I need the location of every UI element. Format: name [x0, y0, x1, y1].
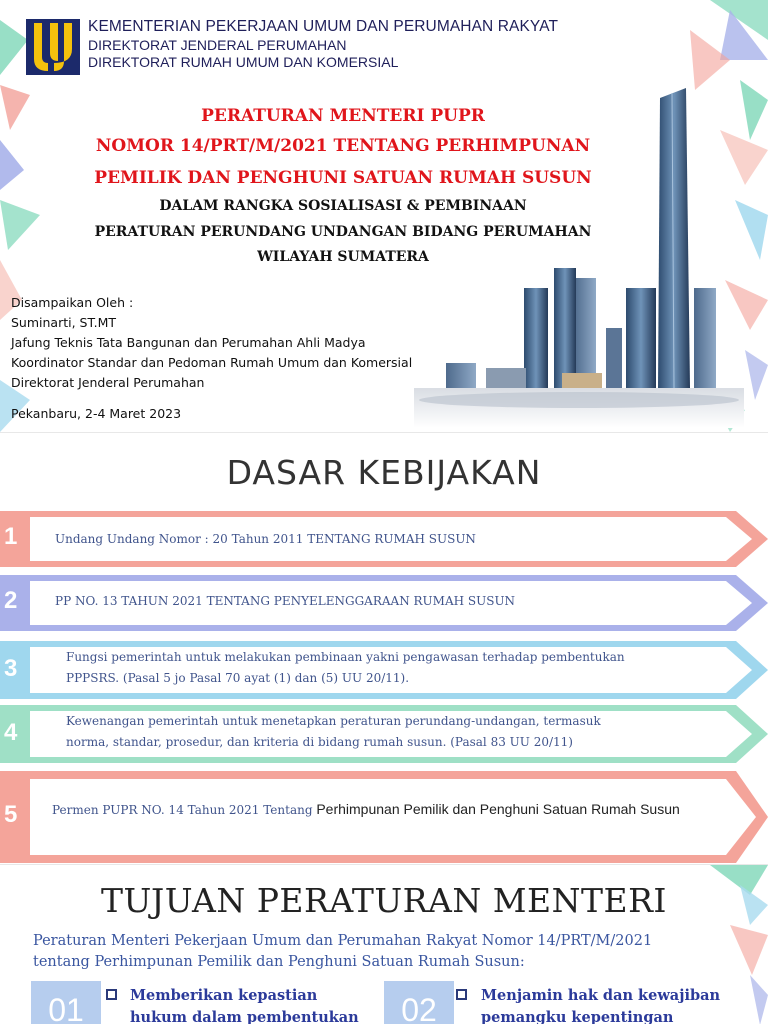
item-number: 2: [4, 587, 18, 614]
item-number: 4: [4, 719, 18, 746]
ministry-name: KEMENTERIAN PEKERJAAN UMUM DAN PERUMAHAN RAKYAT: [88, 18, 559, 35]
title-line-3: PEMILIK DAN PENGHUNI SATUAN RUMAH SUSUN: [94, 168, 592, 188]
item-text-line-2: norma, standar, prosedur, dan kriteria di bidang rumah susun. (Pasal 83 UU 20/11): [66, 735, 573, 749]
intro-line-2: tentang Perhimpunan Pemilik dan Penghuni Satuan Rumah Susun:: [33, 954, 525, 970]
list-item: [0, 641, 768, 699]
slide-title: DASAR KEBIJAKAN: [226, 453, 542, 492]
list-item: [0, 771, 768, 863]
intro-line-1: Peraturan Menteri Pekerjaan Umum dan Perumahan Rakyat Nomor 14/PRT/M/2021: [33, 933, 653, 949]
presenter-info: [11, 293, 412, 424]
pupr-logo-icon: [26, 19, 80, 75]
policy-basis-slide: [0, 432, 768, 864]
goal-2-line-2: pemangku kepentingan: [481, 1009, 674, 1024]
item-number: 1: [4, 523, 18, 550]
goal-1: [130, 985, 380, 1024]
item-number: 5: [4, 801, 18, 828]
item-text: Undang Undang Nomor : 20 Tahun 2011 TENTANG RUMAH SUSUN: [55, 532, 476, 546]
subtitle-line-3: WILAYAH SUMATERA: [257, 249, 429, 265]
ministry-header: [88, 18, 558, 70]
item-text-emphasis: Perhimpunan Pemilik dan Penghuni Satuan Rumah Susun: [316, 801, 680, 817]
directorate-general: DIREKTORAT JENDERAL PERUMAHAN: [88, 37, 347, 53]
title-line-1: PERATURAN MENTERI PUPR: [201, 106, 485, 126]
building-towers-image: [414, 88, 744, 428]
objective-slide: [0, 864, 768, 1024]
item-text-line-1: Fungsi pemerintah untuk melakukan pembinaan yakni pengawasan terhadap pembentukan: [66, 650, 625, 664]
checkbox-icon: [456, 989, 467, 1000]
list-item: [0, 575, 768, 631]
cover-slide: [0, 0, 768, 432]
event-date: Pekanbaru, 2-4 Maret 2023: [11, 406, 182, 421]
presenter-role-1: Jafung Teknis Tata Bangunan dan Perumahan Ahli Madya: [11, 335, 366, 350]
presenter-org: Direktorat Jenderal Perumahan: [11, 375, 205, 390]
goal-2: [481, 985, 751, 1024]
subtitle-line-1: DALAM RANGKA SOSIALISASI & PEMBINAAN: [159, 198, 527, 214]
item-text-prefix: Permen PUPR NO. 14 Tahun 2021 Tentang: [52, 803, 317, 817]
item-number: 3: [4, 655, 18, 682]
presenter-label: Disampaikan Oleh :: [11, 295, 134, 310]
list-item: [0, 705, 768, 763]
slide-title: TUJUAN PERATURAN MENTERI: [101, 881, 667, 920]
item-text: PP NO. 13 TAHUN 2021 TENTANG PENYELENGGARAAN RUMAH SUSUN: [55, 594, 516, 608]
title-line-2: NOMOR 14/PRT/M/2021 TENTANG PERHIMPUNAN: [95, 136, 591, 156]
number-box-01: 01: [31, 981, 101, 1024]
item-text: [52, 799, 680, 821]
goal-1-line-2: hukum dalam pembentukan: [130, 1009, 359, 1024]
presenter-name: Suminarti, ST.MT: [11, 315, 117, 330]
item-text-line-1: Kewenangan pemerintah untuk menetapkan peraturan perundang-undangan, termasuk: [66, 714, 601, 728]
number-box-02: 02: [384, 981, 454, 1024]
goal-2-line-1: Menjamin hak dan kewajiban: [481, 987, 721, 1004]
item-text: [66, 647, 625, 689]
presenter-role-2: Koordinator Standar dan Pedoman Rumah Umum dan Komersial: [11, 355, 413, 370]
item-text: [66, 711, 601, 753]
subtitle-line-2: PERATURAN PERUNDANG UNDANGAN BIDANG PERUMAHAN: [94, 224, 592, 240]
goal-1-line-1: Memberikan kepastian: [130, 987, 318, 1004]
checkbox-icon: [106, 989, 117, 1000]
intro-text: [33, 931, 743, 973]
list-item: [0, 511, 768, 567]
item-text-line-2: PPPSRS. (Pasal 5 jo Pasal 70 ayat (1) dan (5) UU 20/11).: [66, 671, 410, 685]
directorate: DIREKTORAT RUMAH UMUM DAN KOMERSIAL: [88, 54, 399, 70]
